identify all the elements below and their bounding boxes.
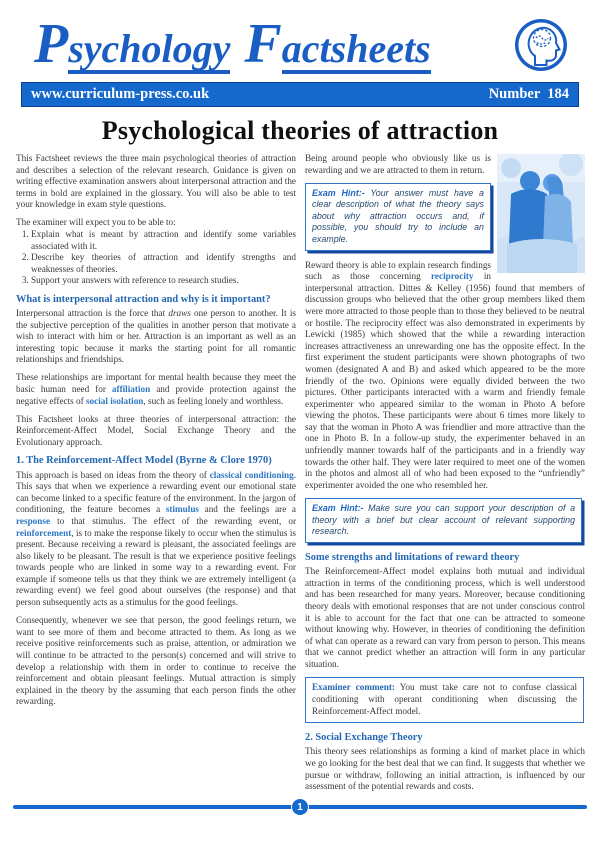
couple-photo bbox=[497, 154, 585, 273]
social-exchange-heading: 2. Social Exchange Theory bbox=[305, 731, 423, 743]
masthead-title bbox=[34, 13, 445, 75]
reinforcement-affect-paragraph-2: Consequently, whenever we see that person, the good feelings return, we want to see more of them and become attracted to them. As long as we receive positive reinforcements such as praise, attention, or admiration we will continue to be attracted to the person(s) concerned and will strive to develop a relationship with them in order to continue to receive the reinforcement and obtain pleasant feelings. Mutual attraction is simply explained in the theory by the assuming that each person finds the other rewarding. bbox=[16, 615, 296, 707]
examiner-expectations-intro: The examiner will expect you to be able to: bbox=[16, 217, 176, 228]
strengths-heading: Some strengths and limitations of reward theory bbox=[305, 551, 520, 563]
intro-paragraph: This Factsheet reviews the three main psychological theories of attraction and describes a selection of the relevant research. Guidance is given on writing effective examination answers about interpersonal attraction and the terms in bold are explained in the glossary. You will also be able to test your knowledge in exam style questions. bbox=[16, 153, 296, 210]
strengths-paragraph: The Reinforcement-Affect model explains both mutual and individual attraction in terms of the conditioning process, which is well understood and has been researched for many years. Moreover, because conditioning theory deals with emotional responses that are not under conscious control it is able to account for the fact that one can be attracted to someone without knowing why. However, in theories of conditioning the definition of what can operate as a reward can vary from person to person. This means that we cannot predict whether an attraction will form in any particular situation. bbox=[305, 566, 585, 669]
exam-hint-text: Make sure you can support your description of a theory with a brief but clear account of relevant supporting research. bbox=[312, 502, 576, 537]
expectation-item: 2. Describe key theories of attraction and identify strengths and weaknesses of theories. bbox=[31, 252, 296, 275]
exam-hint-box-1 bbox=[305, 183, 491, 251]
exam-hint-text: Your answer must have a clear description of what the theory says about why attraction occurs and, if possible, you should try to include an example. bbox=[312, 187, 484, 244]
expectation-item: 1. Explain what is meant by attraction and identify some variables associated with it. bbox=[31, 229, 296, 252]
exam-hint-box-2 bbox=[305, 498, 582, 543]
exam-hint-label: Exam Hint:- bbox=[312, 187, 365, 198]
website-url[interactable]: www.curriculum-press.co.uk bbox=[31, 86, 210, 102]
page-number-badge: 1 bbox=[291, 798, 309, 816]
what-is-attraction-heading: What is interpersonal attraction and why is it important? bbox=[16, 293, 271, 305]
examiner-comment-label: Examiner comment: bbox=[312, 682, 395, 693]
interpersonal-paragraph: Interpersonal attraction is the force that draws one person to another. It is the subjective perception of the qualities in another person that motivate a wish to interact with him or her. Attraction is an important as well as an interesting topic because it marks the starting point for all romantic relationships and friendships. bbox=[16, 308, 297, 365]
left-column bbox=[16, 153, 296, 714]
right-column bbox=[305, 153, 585, 799]
issue-number: Number 184 bbox=[488, 86, 569, 102]
examiner-expectations-list bbox=[16, 229, 296, 287]
info-bar bbox=[21, 82, 579, 107]
exam-hint-label: Exam Hint:- bbox=[312, 502, 364, 513]
affiliation-paragraph: These relationships are important for mental health because they meet the basic human need for affiliation and provide protection against the negative effects of social isolation, such as feeling lonely and worthless. bbox=[16, 372, 296, 406]
masthead bbox=[0, 0, 600, 80]
reinforcement-affect-heading: 1. The Reinforcement-Affect Model (Byrne & Clore 1970) bbox=[16, 455, 272, 467]
social-exchange-paragraph: This theory sees relationships as forming a kind of market place in which we go looking for the best deal that we can find. It suggests that whether we pursue or withdraw, following an initial attraction, is influenced by our assessment of the potential rewards and costs. bbox=[305, 746, 585, 792]
three-theories-paragraph: This Factsheet looks at three theories of interpersonal attraction: the Reinforcement-Affect Model, Social Exchange Theory and the Evolutionary approach. bbox=[16, 413, 296, 447]
masthead-word-psychology: Psychology bbox=[34, 13, 231, 75]
examiner-comment-text: You must take care not to confuse classical conditioning with operant conditioning when discussing the Reinforcement-Affect model. bbox=[312, 682, 577, 716]
brain-head-logo-icon bbox=[514, 18, 568, 72]
masthead-word-factsheets: Factsheets bbox=[244, 13, 431, 75]
examiner-comment-box bbox=[305, 677, 584, 723]
content-columns bbox=[0, 153, 600, 799]
page-footer bbox=[13, 798, 587, 816]
being-around-paragraph: Being around people who obviously like us is rewarding and we are attracted to them in return. bbox=[305, 153, 491, 175]
reinforcement-affect-paragraph-1: This approach is based on ideas from the theory of classical conditioning. This says that when we experience a rewarding event our emotional state can become linked to a specific feature of the environment. In the jargon of conditioning, the feature becomes a stimulus and the feelings are a response to that stimulus. The effect of the rewarding event, or reinforcement, is to make the response likely to occur when the stimulus is present. Because receiving a reward is pleasant, the associated feelings are also likely to be pleasant. The result is that we experience positive feelings towards people who are linked in some way to a rewarding event. For example if someone tells us that they think we are extremely intelligent (a rewarding event) we feel good about ourselves (the response) and that person subsequently acts as a stimulus for the good feelings. bbox=[16, 469, 297, 608]
reward-theory-paragraph: Reward theory is able to explain research findings such as those concerning reciprocity in interpersonal attraction. Dittes & Kelley (1956) found that members of discussion groups who believed that the other group members liked them were more attracted to those people than to those they believed to be neutral or hostile. The reciprocity effect was also demonstrated in experiments by Lewicki (1985) which showed that the while a rewarding interaction increases attractiveness an unrewarding one has the opposite effect. In the first experiment the student participants were shown photographs of two women (designated A and B) and asked which appeared to be the more friendly of the two. Opinions were equally divided between the two pictures. Other participants interacted with a warm and friendly female experimenter who appeared similar to the woman in Photo A before viewing the photos. These participants were about 6 times more likely to say that the woman in Photo A was friendlier and more attractive than the one in Photo B. In a follow-up study, the experimenter behaved in an unfriendly manner towards half of the participants and in a friendly way towards the other half. They were later required to meet one of the women in the photos and almost all of who had been exposed to the “unfriendly” experimenter avoided the one who resembled her. bbox=[305, 259, 585, 490]
page-title: Psychological theories of attraction bbox=[101, 116, 499, 145]
expectation-item: 3. Support your answers with reference to research studies. bbox=[31, 275, 296, 287]
